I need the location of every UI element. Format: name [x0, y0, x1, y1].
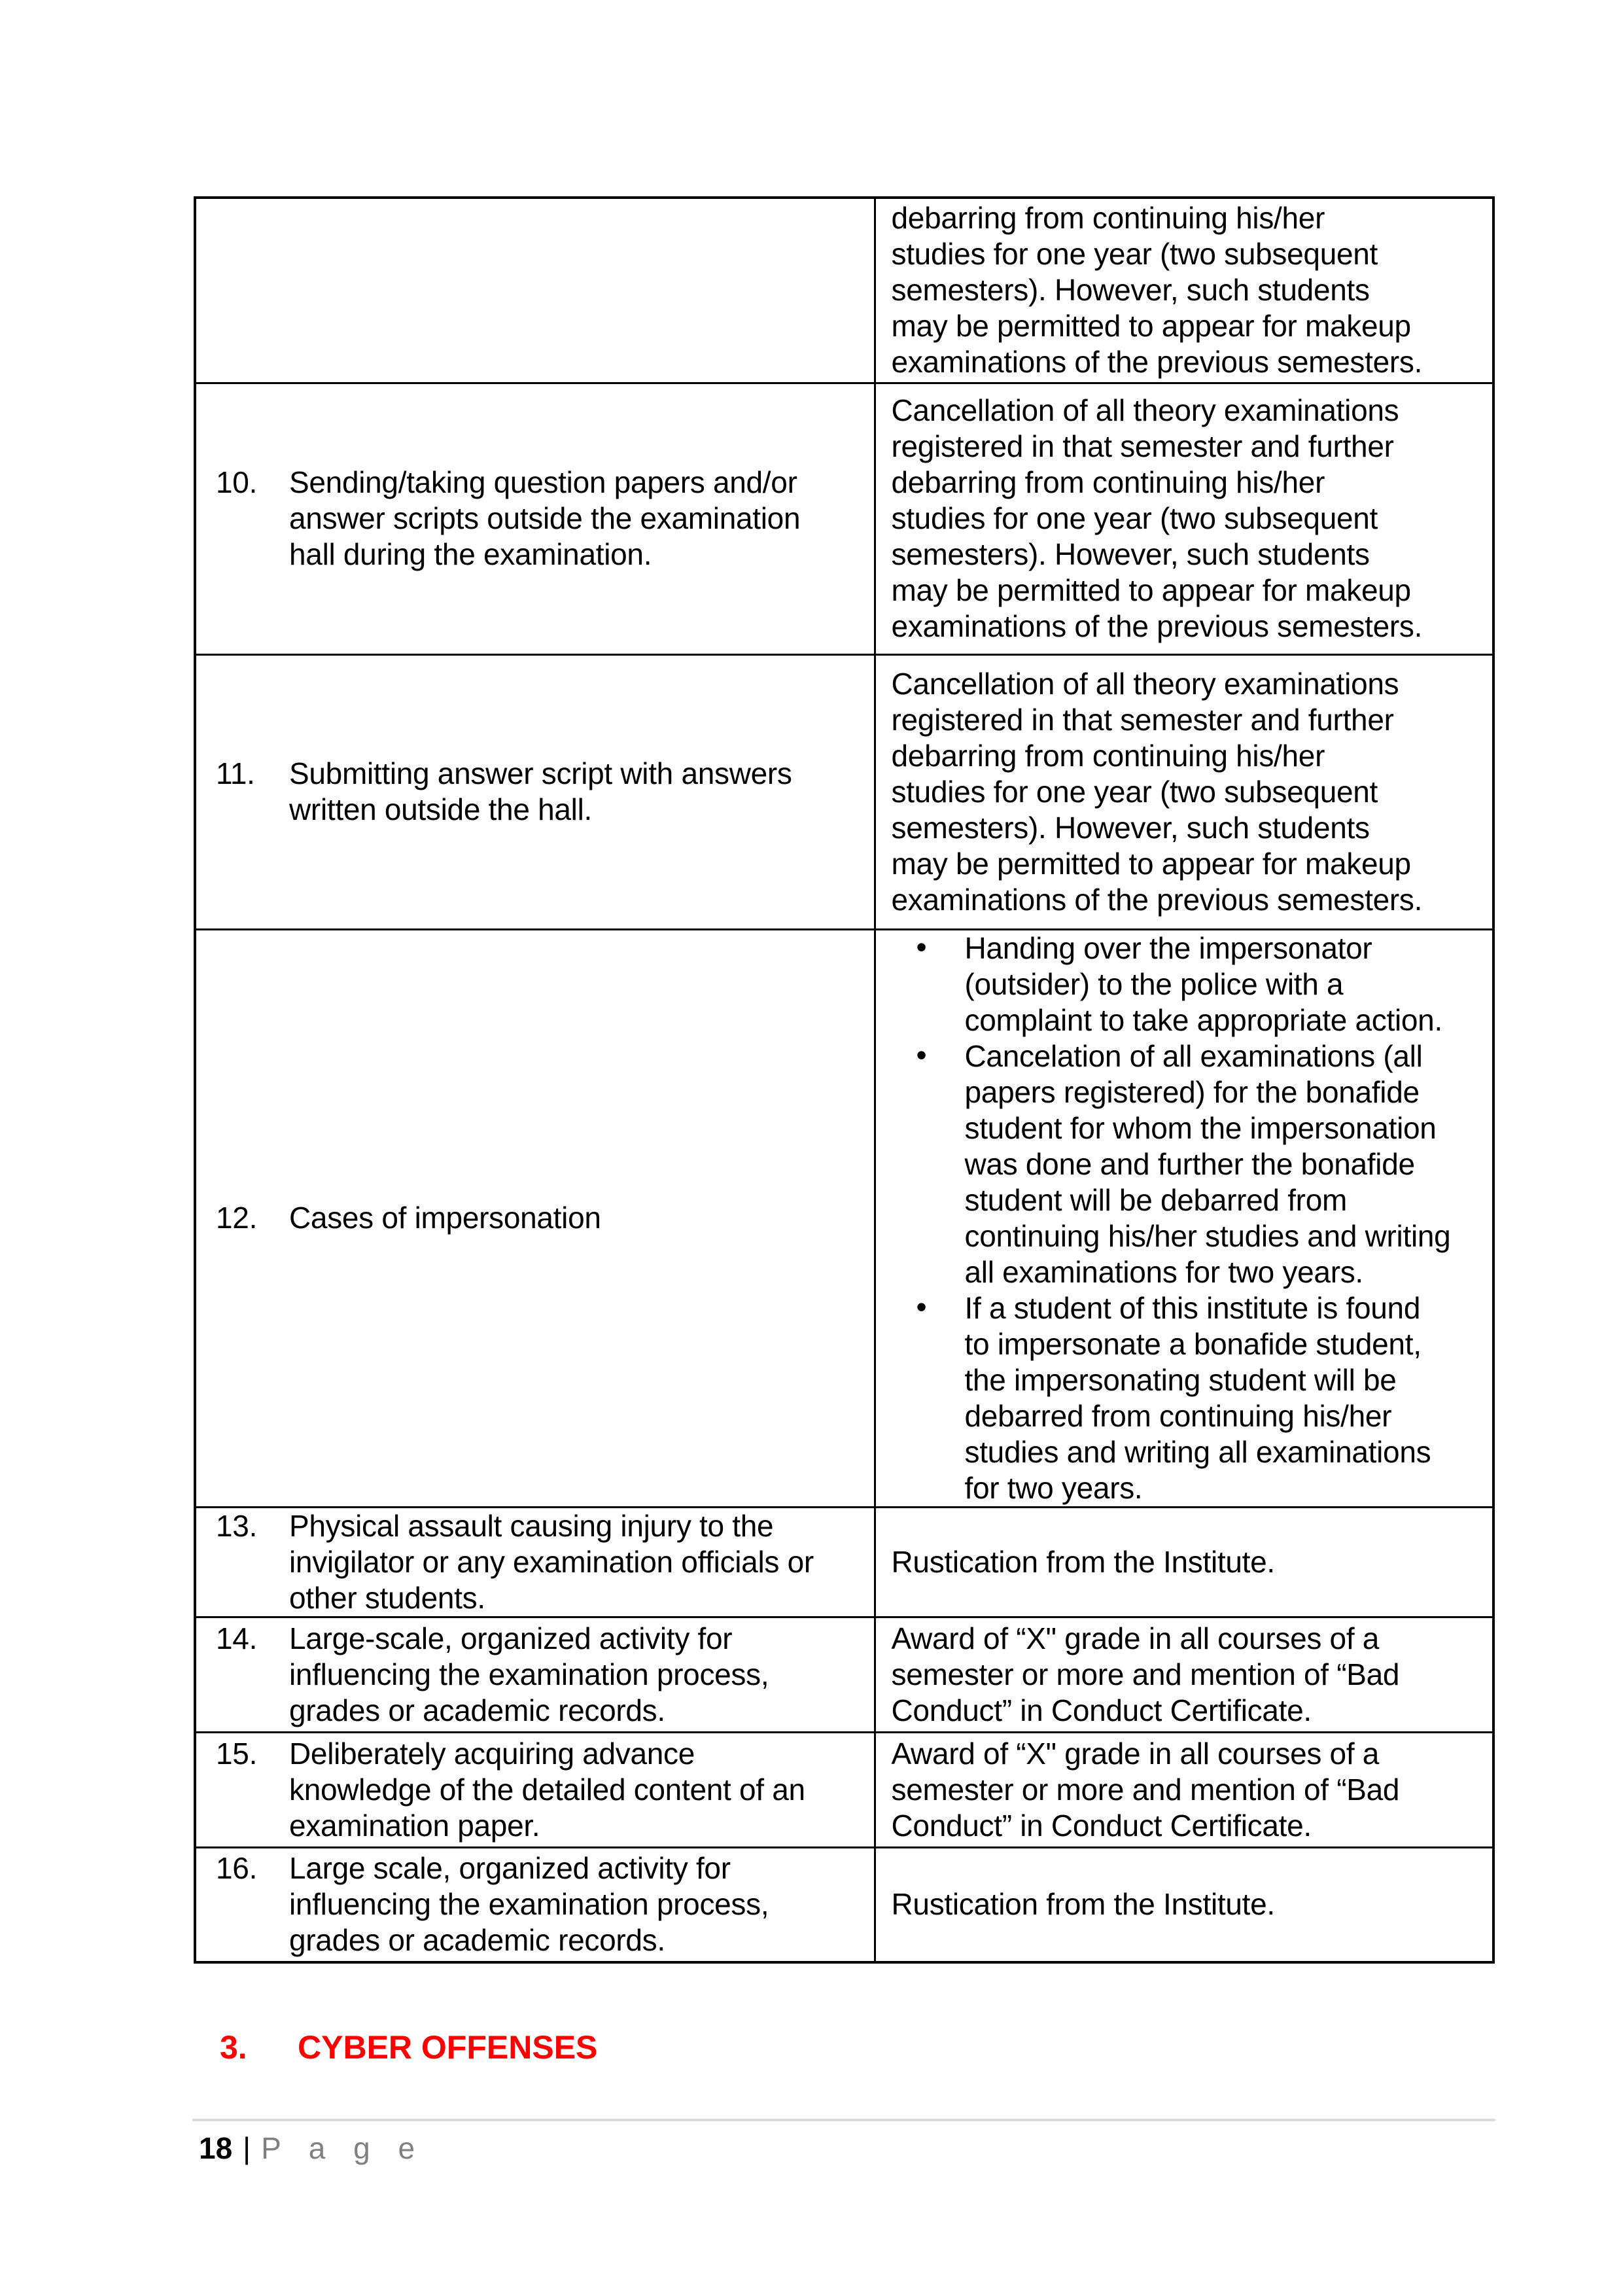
penalty-text-line: registered in that semester and further [891, 429, 1394, 463]
penalty-text-line: Handing over the impersonator [964, 930, 1372, 965]
penalty-cell-item-14 [875, 1617, 1493, 1732]
table-row-item-10 [195, 383, 1493, 654]
bullet-icon: • [916, 1289, 927, 1324]
offense-cell-item-14 [195, 1617, 875, 1732]
list-number: 12. [216, 1201, 258, 1235]
offense-text-line: grades or academic records. [289, 1693, 665, 1727]
offense-item-item-10 [216, 465, 865, 573]
penalty-text-line: debarred from continuing his/her [964, 1398, 1392, 1433]
penalty-text-line: student will be debarred from [964, 1182, 1347, 1217]
table-row-item-14 [195, 1617, 1493, 1732]
offense-text-line: Submitting answer script with answers [289, 756, 792, 790]
penalty-text-line: Conduct” in Conduct Certificate. [891, 1808, 1312, 1843]
penalty-text-line: Cancelation of all examinations (all [964, 1038, 1423, 1073]
penalty-text-line: Rustication from the Institute. [891, 1887, 1275, 1922]
section-heading [220, 2028, 597, 2066]
list-number: 11. [216, 756, 255, 790]
penalty-bullet-item [892, 930, 1489, 1038]
offense-cell-item-16 [195, 1847, 875, 1962]
penalty-bullet-item [892, 1290, 1489, 1506]
offense-text-line: influencing the examination process, [289, 1887, 769, 1922]
penalty-text-line: continuing his/her studies and writing [964, 1218, 1451, 1253]
section-number: 3. [220, 2029, 247, 2066]
offense-text-line: hall during the examination. [289, 537, 652, 571]
penalty-text-line: for two years. [964, 1470, 1143, 1505]
penalty-text-line: studies and writing all examinations [964, 1434, 1431, 1469]
penalty-text-line: semesters). However, such students [891, 537, 1370, 571]
penalty-cell-item-13 [875, 1507, 1493, 1617]
offense-text-line: answer scripts outside the examination [289, 501, 801, 535]
penalty-text-line: may be permitted to appear for makeup [891, 309, 1411, 344]
offense-cell-item-15 [195, 1732, 875, 1847]
table-row-item-16 [195, 1847, 1493, 1962]
penalty-text-line: studies for one year (two subsequent [891, 237, 1378, 272]
table-row-carryover [195, 198, 1493, 383]
penalty-text-line: studies for one year (two subsequent [891, 501, 1378, 535]
penalty-text-line: examinations of the previous semesters. [891, 345, 1423, 380]
table-row-item-15 [195, 1732, 1493, 1847]
penalty-text-line: semester or more and mention of “Bad [891, 1657, 1400, 1691]
offense-penalty-table [194, 196, 1495, 1964]
penalty-text-line: the impersonating student will be [964, 1362, 1397, 1397]
footer-separator: | [243, 2131, 251, 2165]
penalty-bullet-item [892, 1038, 1489, 1290]
table-row-item-12 [195, 929, 1493, 1507]
offense-text-line: Sending/taking question papers and/or [289, 465, 797, 499]
offense-item-item-11 [216, 756, 865, 828]
offense-item-item-14 [216, 1621, 865, 1729]
list-number: 14. [216, 1621, 258, 1655]
offense-table-body [195, 198, 1493, 1962]
footer-rule [192, 2119, 1495, 2121]
offense-cell-item-13 [195, 1507, 875, 1617]
penalty-text-line: (outsider) to the police with a [964, 966, 1344, 1001]
offense-text-line: Cases of impersonation [289, 1201, 601, 1235]
offense-item-item-15 [216, 1736, 865, 1844]
offense-cell-item-11 [195, 654, 875, 929]
offense-text-line: grades or academic records. [289, 1923, 665, 1958]
penalty-text-line: complaint to take appropriate action. [964, 1002, 1442, 1037]
bullet-icon: • [916, 929, 927, 964]
penalty-text-line: Conduct” in Conduct Certificate. [891, 1693, 1312, 1727]
penalty-text-line: Cancellation of all theory examinations [891, 666, 1399, 701]
page-footer [199, 2130, 425, 2166]
penalty-text-line: If a student of this institute is found [964, 1290, 1421, 1325]
penalty-text-line: studies for one year (two subsequent [891, 774, 1378, 809]
penalty-cell-item-16 [875, 1847, 1493, 1962]
penalty-text-line: semester or more and mention of “Bad [891, 1772, 1400, 1807]
section-title: CYBER OFFENSES [298, 2029, 598, 2066]
offense-cell-item-10 [195, 383, 875, 654]
offense-text-line: Deliberately acquiring advance [289, 1736, 695, 1771]
penalty-text-line: debarring from continuing his/her [891, 738, 1325, 773]
penalty-text-line: may be permitted to appear for makeup [891, 846, 1411, 881]
footer-page-label: P a g e [261, 2131, 425, 2165]
penalty-text-line: examinations of the previous semesters. [891, 882, 1423, 917]
offense-text-line: examination paper. [289, 1808, 540, 1843]
offense-text-line: influencing the examination process, [289, 1657, 769, 1691]
penalty-text-line: Rustication from the Institute. [891, 1544, 1275, 1579]
list-number: 10. [216, 465, 258, 499]
offense-text-line: Large scale, organized activity for [289, 1851, 731, 1886]
penalty-text-line: papers registered) for the bonafide [964, 1074, 1420, 1109]
page-number: 18 [199, 2131, 233, 2165]
penalty-cell-item-12 [875, 929, 1493, 1507]
offense-cell-carryover [195, 198, 875, 383]
list-number: 13. [216, 1508, 258, 1543]
penalty-text-line: student for whom the impersonation [964, 1110, 1437, 1145]
list-number: 16. [216, 1851, 258, 1886]
penalty-text-line: Award of “X" grade in all courses of a [891, 1736, 1380, 1771]
penalty-text-line: was done and further the bonafide [964, 1146, 1415, 1181]
penalty-text-line: all examinations for two years. [964, 1254, 1363, 1289]
penalty-text-line: may be permitted to appear for makeup [891, 573, 1411, 607]
penalty-text-line: to impersonate a bonafide student, [964, 1326, 1422, 1361]
list-number: 15. [216, 1736, 258, 1771]
offense-text-line: Physical assault causing injury to the [289, 1508, 774, 1543]
penalty-text-line: semesters). However, such students [891, 273, 1370, 308]
penalty-text-line: debarring from continuing his/her [891, 201, 1325, 236]
penalty-text-line: semesters). However, such students [891, 810, 1370, 845]
offense-text-line: Large-scale, organized activity for [289, 1621, 733, 1655]
table-row-item-13 [195, 1507, 1493, 1617]
penalty-text-line: debarring from continuing his/her [891, 465, 1325, 499]
penalty-cell-item-10 [875, 383, 1493, 654]
table-row-item-11 [195, 654, 1493, 929]
offense-item-item-13 [216, 1508, 865, 1616]
penalty-text-line: Cancellation of all theory examinations [891, 393, 1399, 427]
bullet-icon: • [916, 1037, 927, 1072]
penalty-text-line: examinations of the previous semesters. [891, 609, 1423, 643]
offense-text-line: invigilator or any examination officials or [289, 1544, 814, 1579]
penalty-cell-item-15 [875, 1732, 1493, 1847]
offense-cell-item-12 [195, 929, 875, 1507]
penalty-text-line: registered in that semester and further [891, 702, 1394, 737]
offense-text-line: other students. [289, 1580, 485, 1615]
offense-text-line: knowledge of the detailed content of an [289, 1772, 805, 1807]
penalty-cell-carryover [875, 198, 1493, 383]
offense-item-item-16 [216, 1850, 865, 1958]
offense-text-line: written outside the hall. [289, 792, 592, 826]
penalty-text-line: Award of “X" grade in all courses of a [891, 1621, 1380, 1655]
penalty-cell-item-11 [875, 654, 1493, 929]
offense-item-item-12 [216, 1200, 865, 1236]
